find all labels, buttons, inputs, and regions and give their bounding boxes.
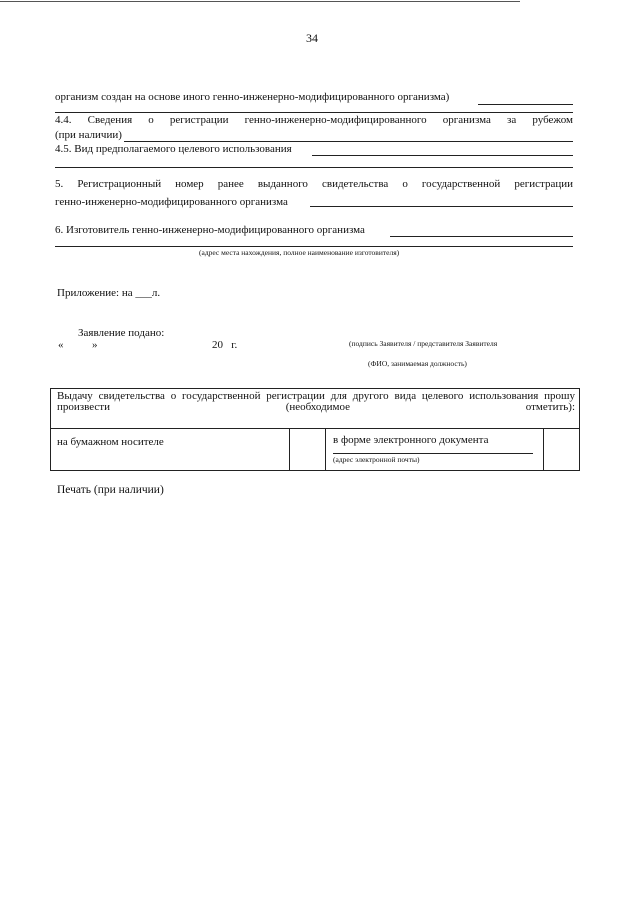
organism-origin-fill-line (478, 104, 573, 105)
intended-use-fill-line (312, 155, 573, 156)
date-quote-open: « (58, 339, 64, 351)
table-header-text: Выдачу свидетельства о государственной регистрации для другого вида целевого использования прошу произвести (необходимое отметить): (57, 390, 575, 413)
registration-number-label-2: генно-инженерно-модифицированного организма (55, 196, 288, 208)
submitted-label: Заявление подано: (78, 327, 165, 339)
stamp-label: Печать (при наличии) (57, 484, 164, 496)
separator-line (55, 112, 573, 113)
intended-use-label: 4.5. Вид предполагаемого целевого использования (55, 143, 292, 155)
registration-number-fill-line (310, 206, 573, 207)
electronic-option-checkbox[interactable] (544, 429, 579, 470)
manufacturer-fill-line (390, 236, 573, 237)
email-caption: (адрес электронной почты) (333, 455, 420, 464)
intended-use-fill-line-2 (55, 167, 573, 168)
registration-number-label: 5. Регистрационный номер ранее выданного свидетельства о государственной регистрации (55, 178, 573, 190)
foreign-registration-label: 4.4. Сведения о регистрации генно-инженерно-модифицированного организма за рубежом (55, 114, 573, 126)
signature-caption: (подпись Заявителя / представителя Заявителя (349, 339, 498, 348)
paper-option-label: на бумажном носителе (57, 436, 164, 448)
foreign-registration-note: (при наличии) (55, 129, 122, 141)
electronic-option-label: в форме электронного документа (333, 434, 489, 446)
attachment-text: Приложение: на ___л. (57, 287, 161, 299)
email-fill-line (333, 453, 533, 454)
page-number: 34 (306, 31, 318, 45)
manufacturer-caption: (адрес места нахождения, полное наименование изготовителя) (199, 248, 400, 257)
organism-origin-text: организм создан на основе иного генно-инженерно-модифицированного организма) (55, 91, 450, 103)
table-col-separator-2 (325, 428, 326, 471)
foreign-registration-fill-line (124, 141, 573, 142)
date-quote-close: » (92, 339, 98, 351)
manufacturer-label: 6. Изготовитель генно-инженерно-модифицированного организма (55, 224, 365, 236)
top-edge-line (0, 1, 520, 2)
date-year: 20 г. (212, 339, 238, 351)
manufacturer-fill-line-2 (55, 246, 573, 247)
paper-option-checkbox[interactable] (290, 429, 324, 470)
fio-caption: (ФИО, занимаемая должность) (368, 359, 467, 368)
